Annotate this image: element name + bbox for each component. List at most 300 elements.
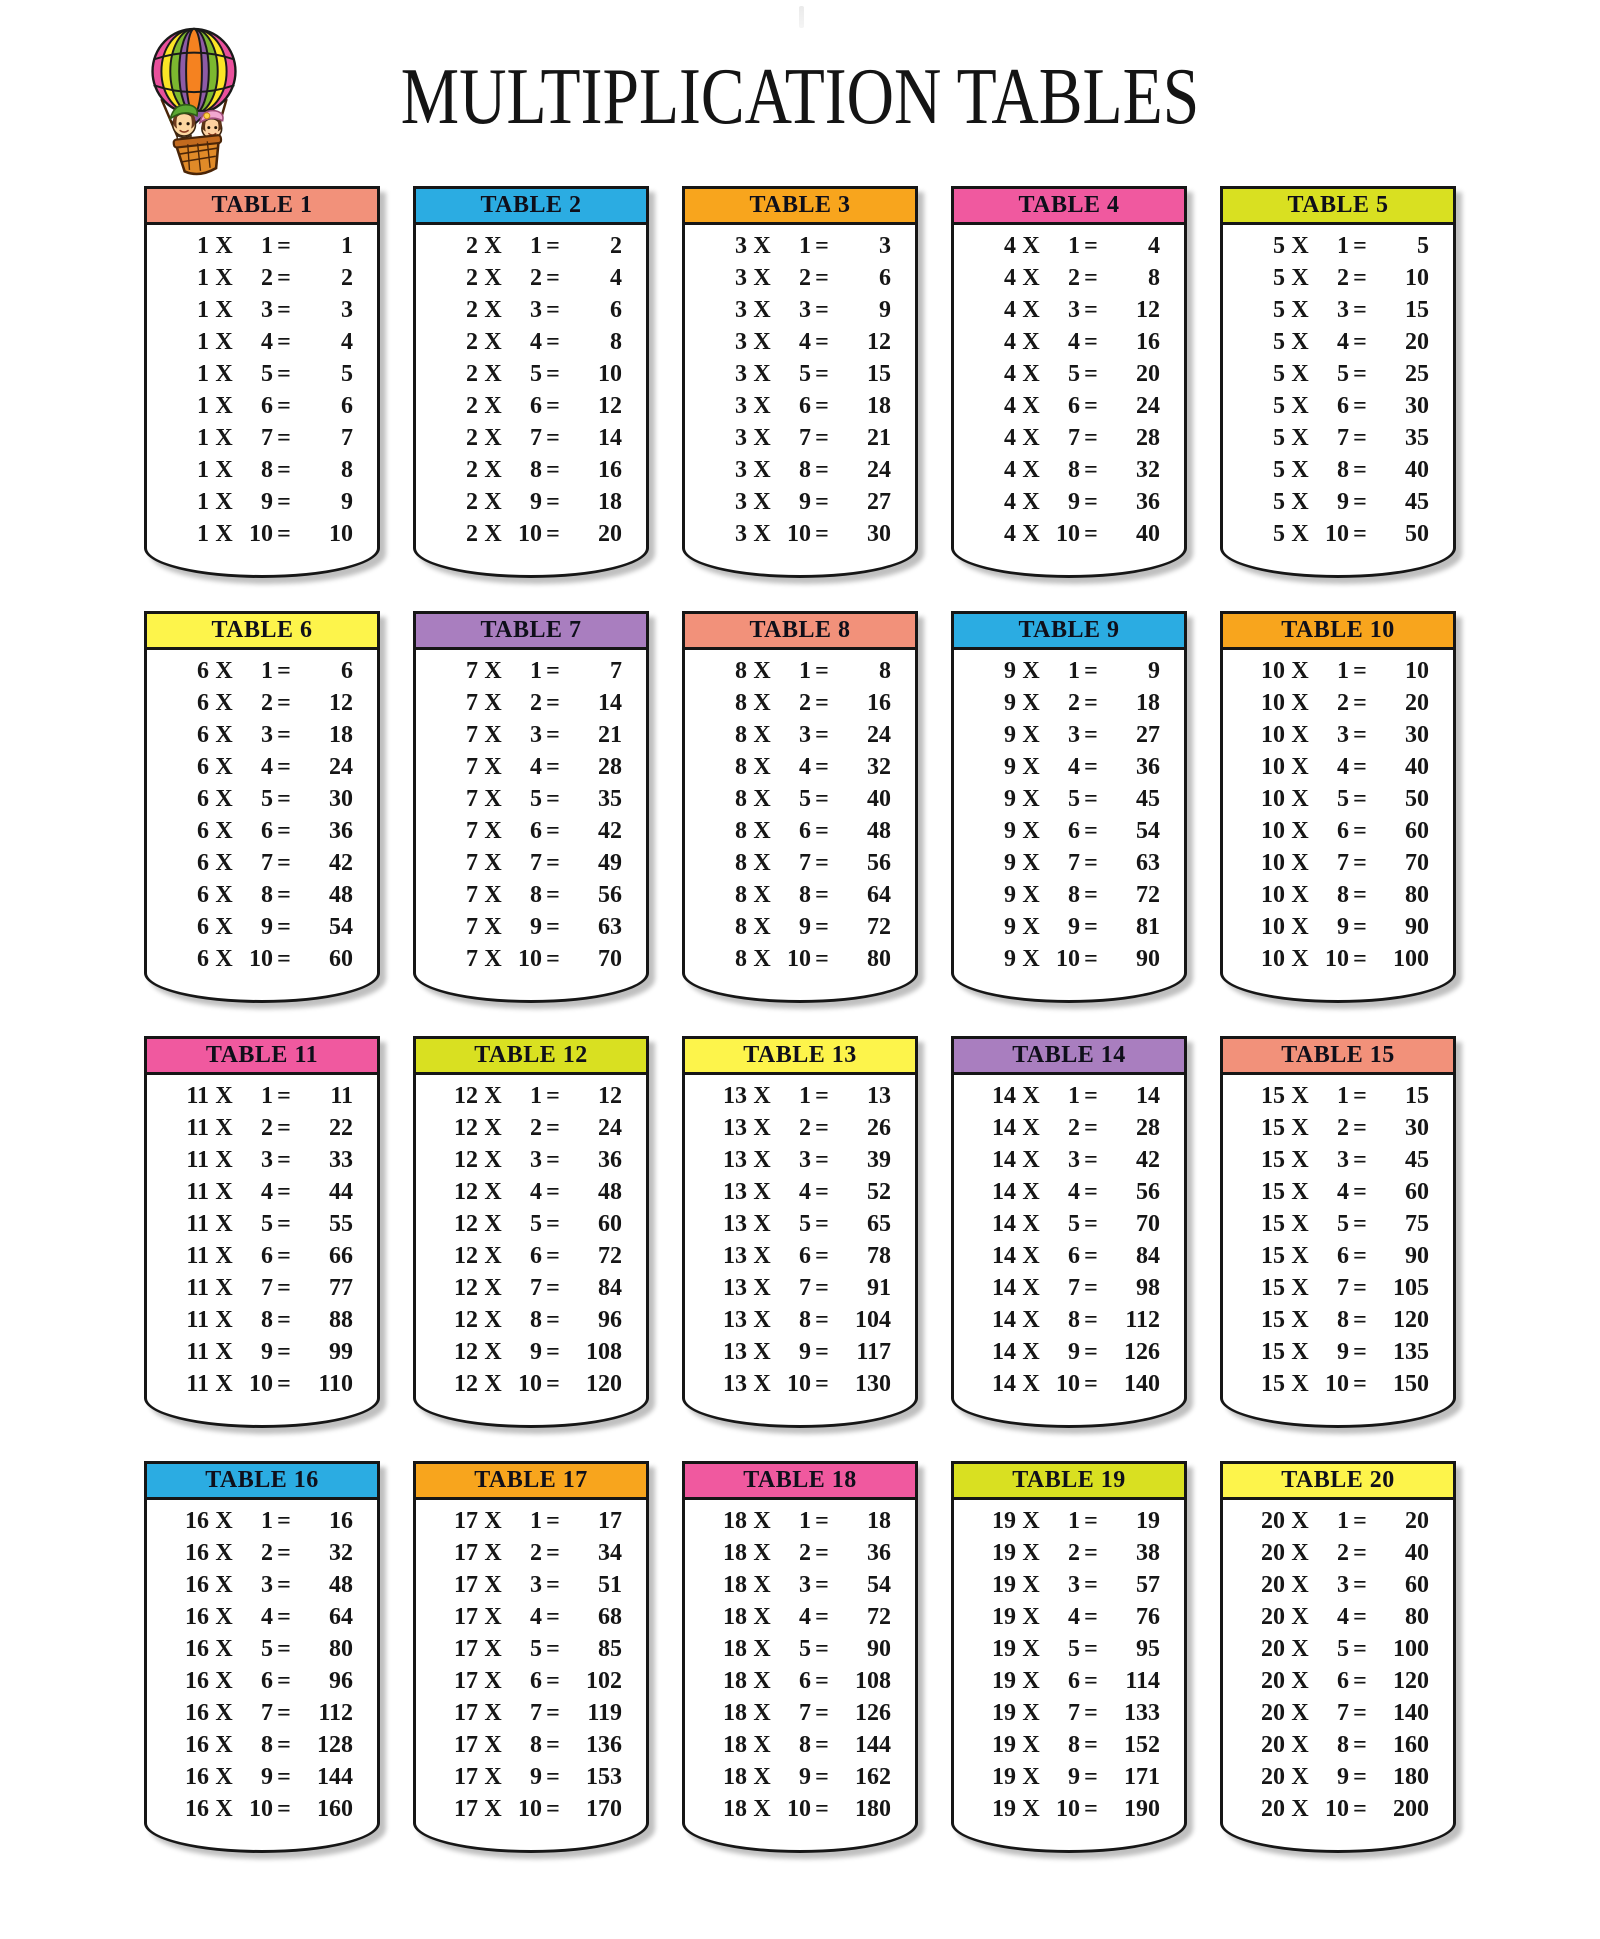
table-card-body [1223, 650, 1453, 975]
times-symbol: X [1291, 850, 1309, 876]
multiplication-row [1223, 518, 1453, 550]
multiplication-row [685, 262, 915, 294]
multiplier: 7 [1068, 1275, 1080, 1301]
equals-symbol: = [277, 818, 291, 844]
equals-symbol: = [546, 265, 560, 291]
multiplicand: 17 [454, 1700, 478, 1726]
times-symbol: X [753, 1508, 771, 1534]
multiplicand: 17 [454, 1508, 478, 1534]
table-card-body [416, 650, 646, 975]
table-card-body [685, 225, 915, 550]
multiplier: 7 [799, 1275, 811, 1301]
times-symbol: X [753, 786, 771, 812]
times-symbol: X [1022, 850, 1040, 876]
table-card-body [416, 225, 646, 550]
multiplication-row [1223, 1208, 1453, 1240]
table-card-12 [413, 1036, 649, 1428]
times-symbol: X [484, 1636, 502, 1662]
product: 9 [879, 297, 891, 323]
table-card-title-6: TABLE 6 [147, 614, 377, 650]
multiplier: 5 [261, 361, 273, 387]
product: 30 [1405, 393, 1429, 419]
table-card-body [1223, 1075, 1453, 1400]
product: 26 [867, 1115, 891, 1141]
multiplier: 3 [530, 1572, 542, 1598]
product: 39 [867, 1147, 891, 1173]
product: 65 [867, 1211, 891, 1237]
multiplier: 9 [530, 489, 542, 515]
multiplier: 10 [787, 1371, 811, 1397]
equals-symbol: = [1353, 1243, 1367, 1269]
times-symbol: X [484, 265, 502, 291]
equals-symbol: = [277, 1572, 291, 1598]
equals-symbol: = [1084, 1732, 1098, 1758]
multiplicand: 12 [454, 1243, 478, 1269]
multiplicand: 3 [735, 489, 747, 515]
multiplier: 10 [1325, 1371, 1349, 1397]
product: 14 [598, 690, 622, 716]
multiplicand: 5 [1273, 393, 1285, 419]
multiplication-row [147, 326, 377, 358]
multiplication-row [954, 326, 1184, 358]
multiplier: 3 [1068, 297, 1080, 323]
multiplication-row [685, 1601, 915, 1633]
times-symbol: X [1022, 658, 1040, 684]
multiplier: 9 [1068, 914, 1080, 940]
times-symbol: X [484, 786, 502, 812]
multiplication-row [1223, 847, 1453, 879]
times-symbol: X [1022, 1604, 1040, 1630]
times-symbol: X [215, 425, 233, 451]
multiplier: 8 [530, 1732, 542, 1758]
multiplicand: 15 [1261, 1211, 1285, 1237]
times-symbol: X [1022, 361, 1040, 387]
multiplier: 7 [530, 425, 542, 451]
multiplier: 4 [1337, 1179, 1349, 1205]
times-symbol: X [215, 489, 233, 515]
multiplier: 4 [530, 329, 542, 355]
multiplication-row [147, 1272, 377, 1304]
times-symbol: X [1291, 1540, 1309, 1566]
equals-symbol: = [546, 425, 560, 451]
multiplication-row [685, 687, 915, 719]
multiplicand: 3 [735, 233, 747, 259]
times-symbol: X [1291, 1604, 1309, 1630]
equals-symbol: = [1084, 1211, 1098, 1237]
product: 56 [1136, 1179, 1160, 1205]
equals-symbol: = [277, 1275, 291, 1301]
multiplication-row [147, 1304, 377, 1336]
multiplicand: 11 [186, 1243, 209, 1269]
multiplicand: 13 [723, 1115, 747, 1141]
equals-symbol: = [277, 1700, 291, 1726]
equals-symbol: = [277, 361, 291, 387]
multiplicand: 19 [992, 1668, 1016, 1694]
multiplication-row [147, 486, 377, 518]
times-symbol: X [753, 1732, 771, 1758]
product: 15 [867, 361, 891, 387]
multiplicand: 11 [186, 1339, 209, 1365]
multiplication-row [685, 1368, 915, 1400]
times-symbol: X [1022, 1275, 1040, 1301]
multiplier: 5 [799, 786, 811, 812]
multiplicand: 18 [723, 1796, 747, 1822]
multiplier: 5 [530, 361, 542, 387]
equals-symbol: = [1353, 1796, 1367, 1822]
multiplier: 9 [799, 1339, 811, 1365]
multiplication-row [1223, 1761, 1453, 1793]
multiplicand: 19 [992, 1700, 1016, 1726]
multiplication-row [416, 1793, 646, 1825]
multiplier: 7 [799, 850, 811, 876]
equals-symbol: = [546, 1764, 560, 1790]
multiplier: 6 [261, 818, 273, 844]
equals-symbol: = [546, 233, 560, 259]
multiplier: 4 [530, 1179, 542, 1205]
multiplier: 5 [530, 786, 542, 812]
product: 144 [855, 1732, 891, 1758]
multiplier: 5 [799, 1211, 811, 1237]
equals-symbol: = [1084, 329, 1098, 355]
times-symbol: X [484, 393, 502, 419]
times-symbol: X [1022, 233, 1040, 259]
product: 63 [598, 914, 622, 940]
multiplicand: 11 [186, 1211, 209, 1237]
multiplication-row [1223, 943, 1453, 975]
product: 18 [598, 489, 622, 515]
product: 20 [598, 521, 622, 547]
multiplication-row [954, 454, 1184, 486]
multiplicand: 17 [454, 1636, 478, 1662]
equals-symbol: = [277, 297, 291, 323]
multiplicand: 16 [185, 1764, 209, 1790]
multiplication-row [1223, 1304, 1453, 1336]
multiplier: 4 [530, 754, 542, 780]
multiplication-row [1223, 262, 1453, 294]
times-symbol: X [1291, 882, 1309, 908]
times-symbol: X [1291, 297, 1309, 323]
product: 170 [586, 1796, 622, 1822]
multiplier: 2 [799, 1540, 811, 1566]
times-symbol: X [1022, 722, 1040, 748]
multiplier: 5 [1337, 1211, 1349, 1237]
table-card-body [416, 1500, 646, 1825]
times-symbol: X [215, 1371, 233, 1397]
times-symbol: X [753, 1083, 771, 1109]
multiplicand: 6 [197, 658, 209, 684]
product: 66 [329, 1243, 353, 1269]
table-card-7 [413, 611, 649, 1003]
equals-symbol: = [815, 1083, 829, 1109]
multiplier: 3 [261, 722, 273, 748]
equals-symbol: = [815, 425, 829, 451]
times-symbol: X [484, 1243, 502, 1269]
multiplicand: 20 [1261, 1604, 1285, 1630]
multiplier: 3 [261, 297, 273, 323]
multiplicand: 15 [1261, 1307, 1285, 1333]
multiplication-row [147, 262, 377, 294]
multiplication-row [954, 1112, 1184, 1144]
multiplicand: 7 [466, 914, 478, 940]
equals-symbol: = [815, 457, 829, 483]
product: 96 [598, 1307, 622, 1333]
equals-symbol: = [815, 1572, 829, 1598]
multiplicand: 5 [1273, 297, 1285, 323]
times-symbol: X [484, 1307, 502, 1333]
times-symbol: X [753, 1371, 771, 1397]
table-card-title-7: TABLE 7 [416, 614, 646, 650]
equals-symbol: = [546, 361, 560, 387]
product: 95 [1136, 1636, 1160, 1662]
multiplier: 5 [1337, 361, 1349, 387]
multiplier: 6 [1337, 818, 1349, 844]
product: 119 [587, 1700, 622, 1726]
multiplication-row [416, 294, 646, 326]
times-symbol: X [484, 1764, 502, 1790]
multiplicand: 19 [992, 1796, 1016, 1822]
multiplier: 2 [261, 1115, 273, 1141]
multiplication-row [1223, 1368, 1453, 1400]
multiplication-row [147, 1537, 377, 1569]
product: 60 [1405, 1572, 1429, 1598]
multiplicand: 3 [735, 393, 747, 419]
multiplication-row [147, 1665, 377, 1697]
equals-symbol: = [1353, 489, 1367, 515]
product: 42 [329, 850, 353, 876]
times-symbol: X [753, 1572, 771, 1598]
table-card-18 [682, 1461, 918, 1853]
multiplicand: 11 [186, 1147, 209, 1173]
multiplicand: 5 [1273, 425, 1285, 451]
multiplier: 10 [1056, 1796, 1080, 1822]
product: 112 [1125, 1307, 1160, 1333]
multiplicand: 8 [735, 786, 747, 812]
multiplication-row [147, 358, 377, 390]
multiplier: 4 [799, 754, 811, 780]
multiplicand: 19 [992, 1572, 1016, 1598]
multiplicand: 10 [1261, 754, 1285, 780]
table-card-10 [1220, 611, 1456, 1003]
multiplicand: 14 [992, 1179, 1016, 1205]
multiplicand: 11 [186, 1307, 209, 1333]
product: 6 [341, 658, 353, 684]
multiplier: 3 [530, 1147, 542, 1173]
multiplier: 4 [1337, 1604, 1349, 1630]
product: 18 [1136, 690, 1160, 716]
multiplicand: 16 [185, 1796, 209, 1822]
multiplicand: 17 [454, 1604, 478, 1630]
multiplicand: 15 [1261, 1275, 1285, 1301]
multiplier: 1 [1337, 233, 1349, 259]
multiplier: 8 [530, 882, 542, 908]
times-symbol: X [1291, 1508, 1309, 1534]
times-symbol: X [1022, 754, 1040, 780]
times-symbol: X [484, 457, 502, 483]
equals-symbol: = [815, 1700, 829, 1726]
product: 14 [1136, 1083, 1160, 1109]
multiplication-row [1223, 1272, 1453, 1304]
multiplier: 2 [799, 1115, 811, 1141]
equals-symbol: = [1353, 233, 1367, 259]
multiplicand: 6 [197, 690, 209, 716]
multiplication-row [1223, 486, 1453, 518]
product: 64 [329, 1604, 353, 1630]
equals-symbol: = [277, 425, 291, 451]
product: 72 [1136, 882, 1160, 908]
equals-symbol: = [277, 1115, 291, 1141]
multiplication-row [416, 262, 646, 294]
multiplicand: 15 [1261, 1179, 1285, 1205]
multiplier: 5 [1068, 1636, 1080, 1662]
multiplicand: 9 [1004, 850, 1016, 876]
multiplier: 1 [530, 233, 542, 259]
equals-symbol: = [1084, 850, 1098, 876]
multiplicand: 1 [197, 265, 209, 291]
product: 80 [867, 946, 891, 972]
times-symbol: X [1022, 329, 1040, 355]
multiplier: 8 [1068, 457, 1080, 483]
product: 6 [879, 265, 891, 291]
multiplier: 3 [1337, 1572, 1349, 1598]
times-symbol: X [1022, 1179, 1040, 1205]
multiplier: 4 [1337, 329, 1349, 355]
multiplication-row [416, 1505, 646, 1537]
product: 8 [341, 457, 353, 483]
multiplication-row [685, 719, 915, 751]
multiplication-row [1223, 751, 1453, 783]
multiplier: 6 [530, 1243, 542, 1269]
multiplier: 8 [261, 457, 273, 483]
multiplicand: 5 [1273, 265, 1285, 291]
equals-symbol: = [1353, 1147, 1367, 1173]
product: 30 [867, 521, 891, 547]
multiplicand: 12 [454, 1147, 478, 1173]
multiplication-row [1223, 1240, 1453, 1272]
multiplier: 6 [799, 1243, 811, 1269]
product: 70 [598, 946, 622, 972]
product: 160 [1393, 1732, 1429, 1758]
multiplier: 5 [530, 1211, 542, 1237]
equals-symbol: = [546, 914, 560, 940]
times-symbol: X [753, 1307, 771, 1333]
multiplier: 2 [1337, 690, 1349, 716]
multiplication-row [147, 1569, 377, 1601]
multiplicand: 17 [454, 1572, 478, 1598]
multiplicand: 2 [466, 521, 478, 547]
equals-symbol: = [815, 1147, 829, 1173]
equals-symbol: = [1084, 297, 1098, 323]
product: 104 [855, 1307, 891, 1333]
product: 4 [1148, 233, 1160, 259]
multiplicand: 6 [197, 914, 209, 940]
multiplication-row [685, 1240, 915, 1272]
multiplication-row [1223, 1112, 1453, 1144]
equals-symbol: = [1084, 361, 1098, 387]
times-symbol: X [1022, 1371, 1040, 1397]
multiplication-row [1223, 1665, 1453, 1697]
multiplier: 1 [530, 1508, 542, 1534]
multiplication-row [1223, 655, 1453, 687]
times-symbol: X [753, 361, 771, 387]
multiplicand: 7 [466, 946, 478, 972]
times-symbol: X [215, 914, 233, 940]
equals-symbol: = [1084, 233, 1098, 259]
times-symbol: X [1291, 818, 1309, 844]
multiplier: 5 [1337, 1636, 1349, 1662]
multiplication-row [1223, 1144, 1453, 1176]
equals-symbol: = [277, 1339, 291, 1365]
product: 40 [1405, 1540, 1429, 1566]
multiplier: 1 [799, 233, 811, 259]
multiplicand: 7 [466, 850, 478, 876]
product: 32 [329, 1540, 353, 1566]
product: 40 [1405, 457, 1429, 483]
multiplication-row [685, 943, 915, 975]
multiplication-row [416, 1240, 646, 1272]
times-symbol: X [484, 1211, 502, 1237]
times-symbol: X [484, 1371, 502, 1397]
multiplicand: 15 [1261, 1147, 1285, 1173]
times-symbol: X [753, 1796, 771, 1822]
multiplier: 2 [1068, 265, 1080, 291]
table-card-3 [682, 186, 918, 578]
multiplication-row [685, 1336, 915, 1368]
multiplicand: 12 [454, 1307, 478, 1333]
product: 12 [1136, 297, 1160, 323]
multiplication-row [685, 1112, 915, 1144]
product: 21 [598, 722, 622, 748]
product: 90 [867, 1636, 891, 1662]
multiplication-row [416, 687, 646, 719]
multiplication-row [147, 1697, 377, 1729]
multiplication-row [954, 847, 1184, 879]
multiplier: 9 [261, 1339, 273, 1365]
multiplication-row [147, 1112, 377, 1144]
equals-symbol: = [1353, 658, 1367, 684]
equals-symbol: = [277, 1083, 291, 1109]
product: 32 [1136, 457, 1160, 483]
times-symbol: X [484, 754, 502, 780]
equals-symbol: = [546, 1179, 560, 1205]
equals-symbol: = [1353, 722, 1367, 748]
equals-symbol: = [1353, 1668, 1367, 1694]
times-symbol: X [484, 1604, 502, 1630]
table-card-body [685, 1500, 915, 1825]
product: 7 [610, 658, 622, 684]
multiplier: 8 [799, 1307, 811, 1333]
table-card-title-13: TABLE 13 [685, 1039, 915, 1075]
table-card-14 [951, 1036, 1187, 1428]
multiplication-row [416, 454, 646, 486]
multiplication-row [954, 1176, 1184, 1208]
equals-symbol: = [277, 690, 291, 716]
times-symbol: X [1022, 393, 1040, 419]
equals-symbol: = [815, 1243, 829, 1269]
multiplication-row [147, 751, 377, 783]
equals-symbol: = [546, 946, 560, 972]
multiplication-row [954, 879, 1184, 911]
times-symbol: X [215, 1668, 233, 1694]
times-symbol: X [1022, 521, 1040, 547]
multiplicand: 8 [735, 690, 747, 716]
times-symbol: X [753, 1179, 771, 1205]
multiplication-row [685, 1304, 915, 1336]
times-symbol: X [753, 818, 771, 844]
equals-symbol: = [277, 1732, 291, 1758]
multiplicand: 2 [466, 297, 478, 323]
multiplication-row [416, 230, 646, 262]
multiplication-row [416, 326, 646, 358]
